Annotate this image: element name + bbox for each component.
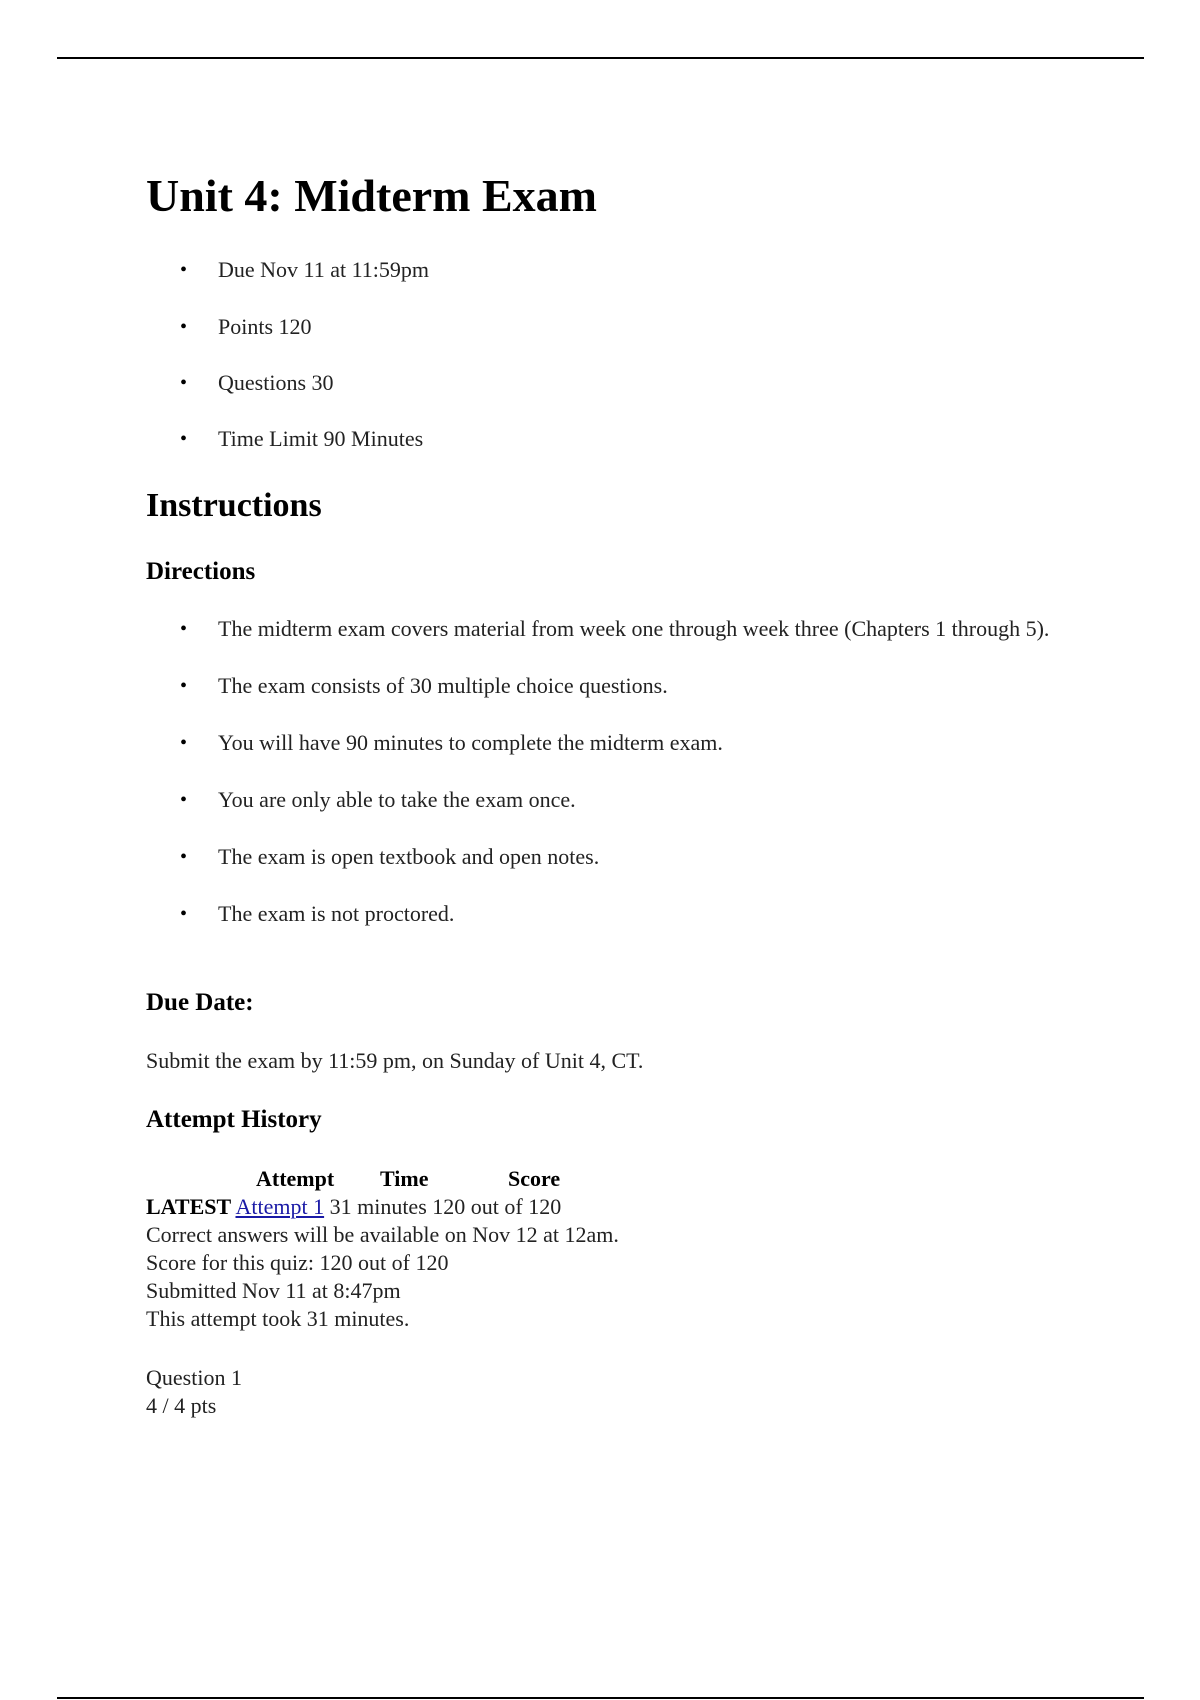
top-rule <box>57 57 1144 59</box>
correct-answers-note: Correct answers will be available on Nov 12 at 12am. <box>146 1222 619 1247</box>
question-label: Question 1 <box>146 1365 242 1390</box>
column-header-attempt: Attempt <box>256 1166 335 1191</box>
attempt-time-score: 31 minutes 120 out of 120 <box>329 1194 562 1219</box>
attempt-row <box>146 1193 619 1221</box>
column-header-time: Time <box>380 1166 429 1191</box>
latest-label: LATEST <box>146 1194 232 1219</box>
attempt-history-heading: Attempt History <box>146 1106 322 1133</box>
instructions-heading: Instructions <box>146 487 322 524</box>
page-title: Unit 4: Midterm Exam <box>146 170 597 221</box>
bottom-rule <box>57 1697 1144 1699</box>
due-date-text: Submit the exam by 11:59 pm, on Sunday of Unit 4, CT. <box>146 1048 644 1073</box>
direction-item: • The exam is open textbook and open notes. <box>146 843 1066 871</box>
attempt-history-details <box>146 1193 619 1333</box>
time-limit-item: • Time Limit 90 Minutes <box>146 425 429 453</box>
direction-item: • The exam consists of 30 multiple choice questions. <box>146 672 1066 700</box>
points-item: • Points 120 <box>146 313 429 341</box>
submitted-time: Submitted Nov 11 at 8:47pm <box>146 1278 401 1303</box>
attempt-duration: This attempt took 31 minutes. <box>146 1306 410 1331</box>
question-summary <box>146 1364 242 1420</box>
quiz-score: Score for this quiz: 120 out of 120 <box>146 1250 449 1275</box>
exam-details-list <box>146 256 429 482</box>
attempt-1-link[interactable]: Attempt 1 <box>235 1194 325 1219</box>
direction-item: • You are only able to take the exam once. <box>146 786 1066 814</box>
directions-heading: Directions <box>146 558 256 585</box>
due-date-item: • Due Nov 11 at 11:59pm <box>146 256 429 284</box>
direction-item: • The exam is not proctored. <box>146 900 1066 928</box>
question-points: 4 / 4 pts <box>146 1393 217 1418</box>
column-header-score: Score <box>508 1166 561 1191</box>
directions-list <box>146 615 1066 957</box>
due-date-heading: Due Date: <box>146 989 254 1016</box>
direction-item: • The midterm exam covers material from week one through week three (Chapters 1 through 5). <box>146 615 1066 643</box>
questions-item: • Questions 30 <box>146 369 429 397</box>
direction-item: • You will have 90 minutes to complete the midterm exam. <box>146 729 1066 757</box>
